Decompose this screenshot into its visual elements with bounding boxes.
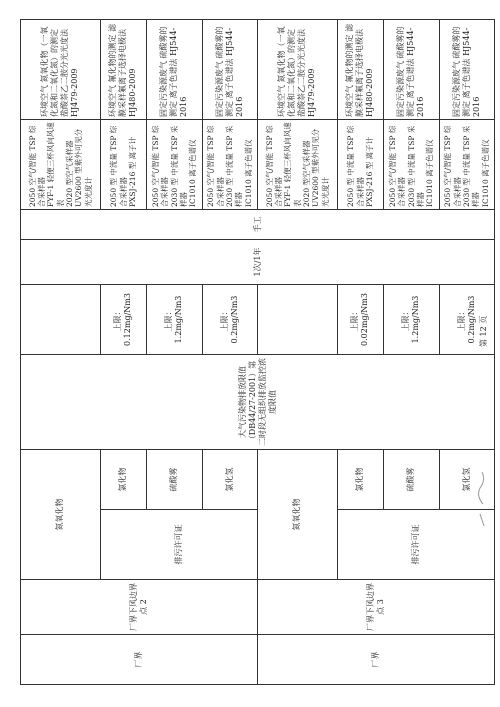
method-cell: 2050 空气/智能 TSP 综合采样器 2030 型 中流量 TSP 采样器 IC1010 离子色谱仪 bbox=[202, 120, 257, 210]
standard-cell: 环境空气 氟化物的测定 滤膜采样氟离子选择电极法 HJ480-2009 bbox=[100, 20, 147, 120]
limit-cell: 上限：0.12mg/Nm3 bbox=[100, 285, 147, 355]
limit-cell: 上限：1.2mg/Nm3 bbox=[147, 285, 202, 355]
method-cell: 2050 空气/智能 TSP 综合采样器 2030 型 中流量 TSP 采样器 IC1010 离子色谱仪 bbox=[439, 120, 494, 210]
permit-cell: 排污许可证 bbox=[100, 510, 257, 580]
permit-cell: 排污许可证 bbox=[337, 510, 494, 580]
point-cell: 厂界下风边界点 3 bbox=[257, 580, 494, 635]
pollutant-cell: 氮氧化物 bbox=[21, 450, 101, 580]
page-number: 第 12 页 bbox=[479, 315, 488, 347]
method-cell: 2050 空气/智能 TSP 综合采样器 2030 型 中流量 TSP 采样器 IC1010 离子色谱仪 bbox=[147, 120, 202, 210]
standard-cell: 固定污染源废气 硫酸雾的测定 离子色谱法 HJ544-2016 bbox=[147, 20, 202, 120]
method-cell: 2050 空气/智能 TSP 综合采样器 FYF-1 轻便三杯风向风速表 2020 型空气采样器 UV2600 型紫外可见分光光度计 bbox=[21, 120, 101, 210]
method-cell: 2050 型 中流量 TSP 综合采样器 PXSJ-216 型 离子计 bbox=[337, 120, 384, 210]
pollutant-cell: 硫酸雾 bbox=[384, 450, 439, 510]
pollutant-cell: 氯化氢 bbox=[439, 450, 494, 510]
handwritten-mark-icon bbox=[474, 470, 490, 530]
pollutant-cell: 氯化物 bbox=[100, 450, 147, 510]
standard-cell: 环境空气 氮氧化物（一氧化氮和二氧化氮）的测定 盐酸萘乙二胺分光光度法 HJ479-2009 bbox=[21, 20, 101, 120]
pollutant-cell: 硫酸雾 bbox=[147, 450, 202, 510]
limit-cell bbox=[257, 285, 337, 355]
table-row bbox=[21, 20, 101, 685]
standard-basis-cell: 大气污染物排放限值（DB44/27-2001）第二时段无组织排放监控浓度限值 bbox=[21, 355, 495, 450]
pollutant-cell: 氯化氢 bbox=[202, 450, 257, 510]
point-cell: 厂界下风边界点 2 bbox=[21, 580, 258, 635]
type-cell: 手工 bbox=[21, 210, 495, 240]
standard-cell: 固定污染源废气 硫酸雾的测定 离子色谱法 HJ544-2016 bbox=[439, 20, 494, 120]
frequency-cell: 1次/1年 bbox=[21, 240, 495, 285]
location-cell: 厂界 bbox=[257, 635, 494, 685]
monitoring-table bbox=[20, 19, 495, 685]
limit-cell: 上限：0.02mg/Nm3 bbox=[337, 285, 384, 355]
method-cell: 2050 空气/智能 TSP 综合采样器 FYF-1 轻便三杯风向风速表 2020 型空气采样器 UV2600 型紫外可见分光光度计 bbox=[257, 120, 337, 210]
standard-cell: 固定污染源废气 硫酸雾的测定 离子色谱法 HJ544-2016 bbox=[202, 20, 257, 120]
limit-cell: 上限：0.2mg/Nm3 bbox=[439, 285, 494, 355]
limit-cell: 上限：0.2mg/Nm3 bbox=[202, 285, 257, 355]
location-cell: 厂界 bbox=[21, 635, 258, 685]
method-cell: 2050 空气/智能 TSP 综合采样器 2030 型 中流量 TSP 采样器 IC1010 离子色谱仪 bbox=[384, 120, 439, 210]
pollutant-cell: 氮氧化物 bbox=[257, 450, 337, 580]
limit-cell: 上限：1.2mg/Nm3 bbox=[384, 285, 439, 355]
pollutant-cell: 氯化物 bbox=[337, 450, 384, 510]
table-row bbox=[257, 20, 337, 685]
standard-cell: 环境空气 氮氧化物（一氧化氮和二氧化氮）的测定 盐酸萘乙二胺分光光度法 HJ479-2009 bbox=[257, 20, 337, 120]
standard-cell: 固定污染源废气 硫酸雾的测定 离子色谱法 HJ544-2016 bbox=[384, 20, 439, 120]
method-cell: 2050 型 中流量 TSP 综合采样器 PXSJ-216 型 离子计 bbox=[100, 120, 147, 210]
standard-cell: 环境空气 氟化物的测定 滤膜采样氟离子选择电极法 HJ480-2009 bbox=[337, 20, 384, 120]
limit-cell bbox=[21, 285, 101, 355]
